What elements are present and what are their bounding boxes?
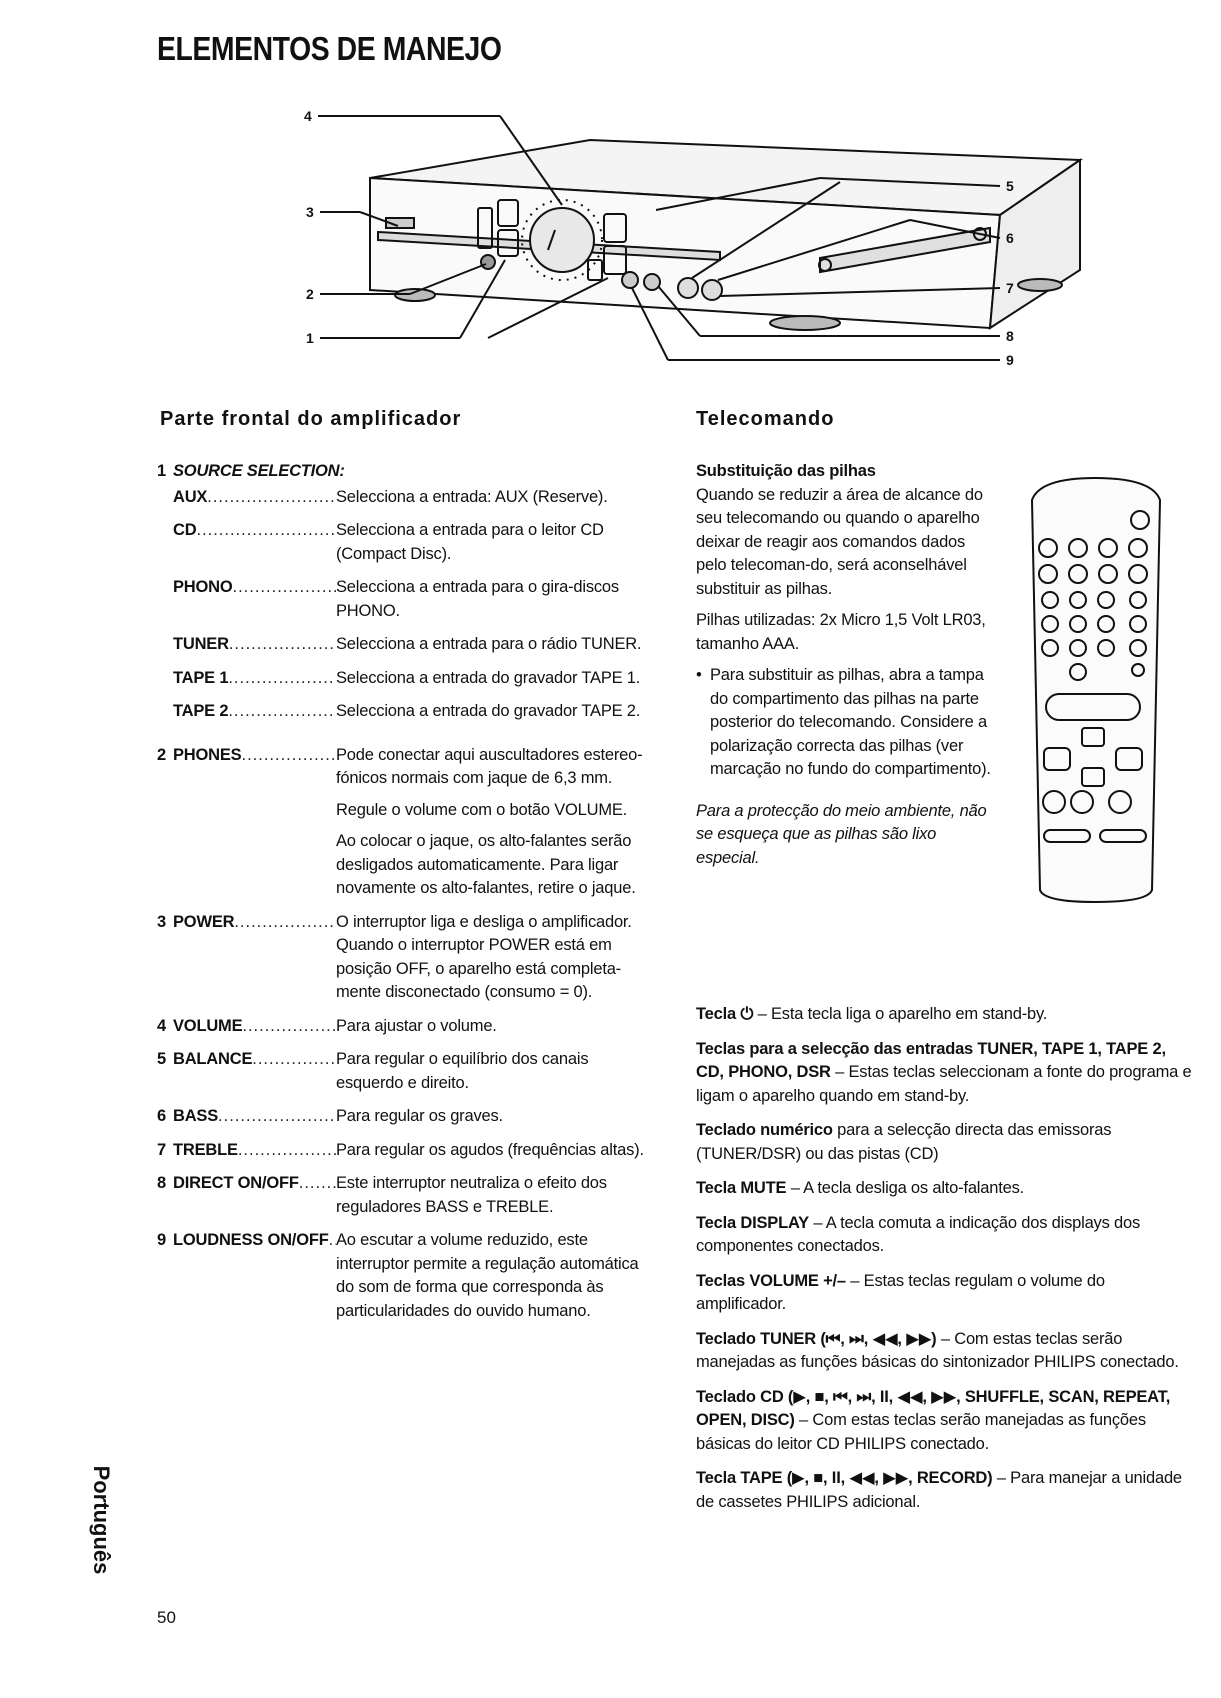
key-desc: – Com estas teclas serão manejadas as funções básicas do sintonizador PHILIPS conectado. — [696, 1329, 1179, 1371]
item-label: AUX — [173, 487, 208, 506]
item-label: CD — [173, 521, 197, 539]
key-desc: – Estas teclas regulam o volume do amplificador. — [696, 1271, 1105, 1313]
source-item-tape1 — [157, 667, 657, 691]
source-item-aux — [157, 486, 657, 510]
item-power — [157, 911, 657, 1005]
callout-2: 2 — [306, 286, 314, 302]
callout-8: 8 — [1006, 328, 1014, 344]
item-number: 9 — [157, 1231, 166, 1249]
source-item-phono — [157, 576, 657, 623]
battery-section — [696, 460, 996, 878]
callout-7: 7 — [1006, 280, 1014, 296]
item-bass — [157, 1105, 657, 1129]
remote-heading: Telecomando — [696, 408, 835, 430]
item-desc: Para regular os agudos (frequências altas). — [336, 1140, 644, 1159]
language-tab — [84, 1455, 118, 1585]
item-label: TAPE 1 — [173, 668, 229, 687]
amplifier-heading: Parte frontal do amplificador — [160, 408, 462, 430]
source-item-tape2 — [157, 700, 657, 724]
key-numeric — [696, 1119, 1196, 1166]
item-label: PHONES — [173, 745, 242, 764]
key-tape — [696, 1467, 1196, 1514]
item-desc: Selecciona a entrada do gravador TAPE 1. — [336, 668, 641, 687]
item-label: POWER — [173, 912, 235, 931]
environment-note: Para a protecção do meio ambiente, não se esqueça que as pilhas são lixo especial. — [696, 801, 987, 867]
item-desc: Selecciona a entrada para o gira-discos PHONO. — [336, 578, 619, 620]
key-name: Tecla TAPE (▶, ■, II, ◀◀, ▶▶, RECORD) — [696, 1469, 993, 1487]
remote-keys-list — [696, 1003, 1196, 1525]
item-number: 4 — [157, 1016, 166, 1035]
item-number: 1 — [157, 462, 166, 480]
page-number: 50 — [157, 1608, 176, 1627]
source-selection — [157, 460, 657, 724]
key-display — [696, 1212, 1196, 1259]
item-direct — [157, 1172, 657, 1219]
page-title: ELEMENTOS DE MANEJO — [157, 30, 502, 67]
item-number: 7 — [157, 1140, 166, 1159]
item-desc: Pode conectar aqui auscultadores estereo-fónicos normais com jaque de 6,3 mm. — [336, 745, 643, 787]
key-name: Tecla ⏻ — [696, 1005, 754, 1023]
key-mute — [696, 1177, 1196, 1201]
callout-6: 6 — [1006, 230, 1014, 246]
key-standby — [696, 1003, 1196, 1027]
item-balance — [157, 1048, 657, 1095]
key-desc: – A tecla desliga os alto-falantes. — [786, 1179, 1025, 1197]
item-desc: Selecciona a entrada do gravador TAPE 2. — [336, 702, 641, 720]
source-selection-label: SOURCE SELECTION: — [173, 462, 345, 480]
callout-5: 5 — [1006, 178, 1014, 194]
battery-text: Quando se reduzir a área de alcance do seu telecomando ou quando o aparelho deixar de reagir aos comandos dados pelo telecoman-do, será aconselhável substituir as pilhas. — [696, 485, 983, 598]
callout-3: 3 — [306, 204, 314, 220]
key-desc: para a selecção directa das emissoras (TUNER/DSR) ou das pistas (CD) — [696, 1121, 1112, 1163]
amplifier-illustration — [300, 110, 1120, 400]
callout-9: 9 — [1006, 352, 1014, 368]
item-label: PHONO — [173, 578, 233, 596]
item-label: LOUDNESS ON/OFF — [173, 1231, 329, 1249]
item-treble — [157, 1139, 657, 1163]
item-number: 8 — [157, 1174, 166, 1192]
item-phones — [157, 744, 657, 901]
remote-control-illustration — [1020, 470, 1170, 910]
item-desc: Ao escutar a volume reduzido, este interruptor permite a regulação automática do som de forma que corresponda às particularidades do ouvido humano. — [336, 1231, 639, 1320]
item-label: BALANCE — [173, 1050, 253, 1068]
item-desc: Selecciona a entrada: AUX (Reserve). — [336, 487, 608, 506]
item-desc: Para regular os graves. — [336, 1107, 503, 1125]
battery-instruction — [696, 664, 996, 782]
key-desc: – Esta tecla liga o aparelho em stand-by. — [753, 1005, 1048, 1023]
item-volume — [157, 1015, 657, 1039]
language-tab-label: Português — [89, 1465, 114, 1575]
item-desc: O interruptor liga e desliga o amplificador. Quando o interruptor POWER está em posição OFF, o aparelho está completa-mente disconectado (consumo = 0). — [336, 912, 632, 1001]
item-label: TUNER — [173, 635, 229, 653]
key-cd — [696, 1386, 1196, 1457]
item-desc: Para ajustar o volume. — [336, 1016, 497, 1035]
item-desc: Para regular o equilíbrio dos canais esquerdo e direito. — [336, 1050, 589, 1092]
item-desc: Selecciona a entrada para o leitor CD (Compact Disc). — [336, 521, 604, 563]
phones-note-1: Regule o volume com o botão VOLUME. — [336, 800, 628, 819]
key-name: Teclas para a selecção das entradas TUNER, TAPE 1, TAPE 2, CD, PHONO, DSR — [696, 1039, 1166, 1081]
item-number: 2 — [157, 745, 166, 764]
battery-heading: Substituição das pilhas — [696, 462, 876, 480]
callout-4: 4 — [304, 110, 312, 124]
key-name: Tecla MUTE — [696, 1179, 787, 1197]
item-label: TAPE 2 — [173, 702, 229, 720]
item-number: 3 — [157, 912, 166, 931]
key-name: Tecla DISPLAY — [696, 1213, 809, 1232]
key-name: Teclado CD (▶, ■, ⏮, ⏭, II, ◀◀, ▶▶, SHUFFLE, SCAN, REPEAT, OPEN, DISC) — [696, 1387, 1171, 1429]
item-desc: Selecciona a entrada para o rádio TUNER. — [336, 635, 642, 653]
key-name: Teclado TUNER (⏮, ⏭, ◀◀, ▶▶) — [696, 1329, 937, 1348]
bullet-icon: • — [696, 666, 702, 684]
source-item-tuner — [157, 633, 657, 657]
amplifier-controls-list — [157, 460, 657, 1333]
key-desc: – Para manejar a unidade de cassetes PHILIPS adicional. — [696, 1469, 1182, 1511]
key-desc: – Com estas teclas serão manejadas as funções básicas do leitor CD PHILIPS conectado. — [696, 1411, 1146, 1453]
key-desc: – A tecla comuta a indicação dos displays dos componentes conectados. — [696, 1213, 1141, 1255]
key-name: Teclas VOLUME +/– — [696, 1271, 846, 1290]
key-tuner — [696, 1328, 1196, 1375]
item-number: 6 — [157, 1107, 166, 1125]
source-item-cd — [157, 519, 657, 566]
item-number: 5 — [157, 1050, 166, 1068]
key-source — [696, 1038, 1196, 1109]
battery-instruction-text: Para substituir as pilhas, abra a tampa do compartimento das pilhas na parte posterior do telecomando. Considere a polarização correcta das pilhas (ver marcação no fundo do compartimento). — [710, 666, 991, 778]
item-label: TREBLE — [173, 1140, 238, 1159]
item-label: DIRECT ON/OFF — [173, 1174, 299, 1192]
item-label: BASS — [173, 1107, 219, 1125]
phones-note-2: Ao colocar o jaque, os alto-falantes serão desligados automaticamente. Para ligar novamente os alto-falantes, retire o jaque. — [336, 832, 636, 897]
item-desc: Este interruptor neutraliza o efeito dos reguladores BASS e TREBLE. — [336, 1174, 607, 1216]
callout-1: 1 — [306, 330, 314, 346]
item-loudness — [157, 1229, 657, 1323]
key-desc: – Estas teclas seleccionam a fonte do programa e ligam o aparelho quando em stand-by. — [696, 1063, 1192, 1105]
key-volume — [696, 1270, 1196, 1317]
key-name: Teclado numérico — [696, 1121, 833, 1139]
item-label: VOLUME — [173, 1016, 243, 1035]
batteries-used: Pilhas utilizadas: 2x Micro 1,5 Volt LR03, tamanho AAA. — [696, 611, 986, 653]
